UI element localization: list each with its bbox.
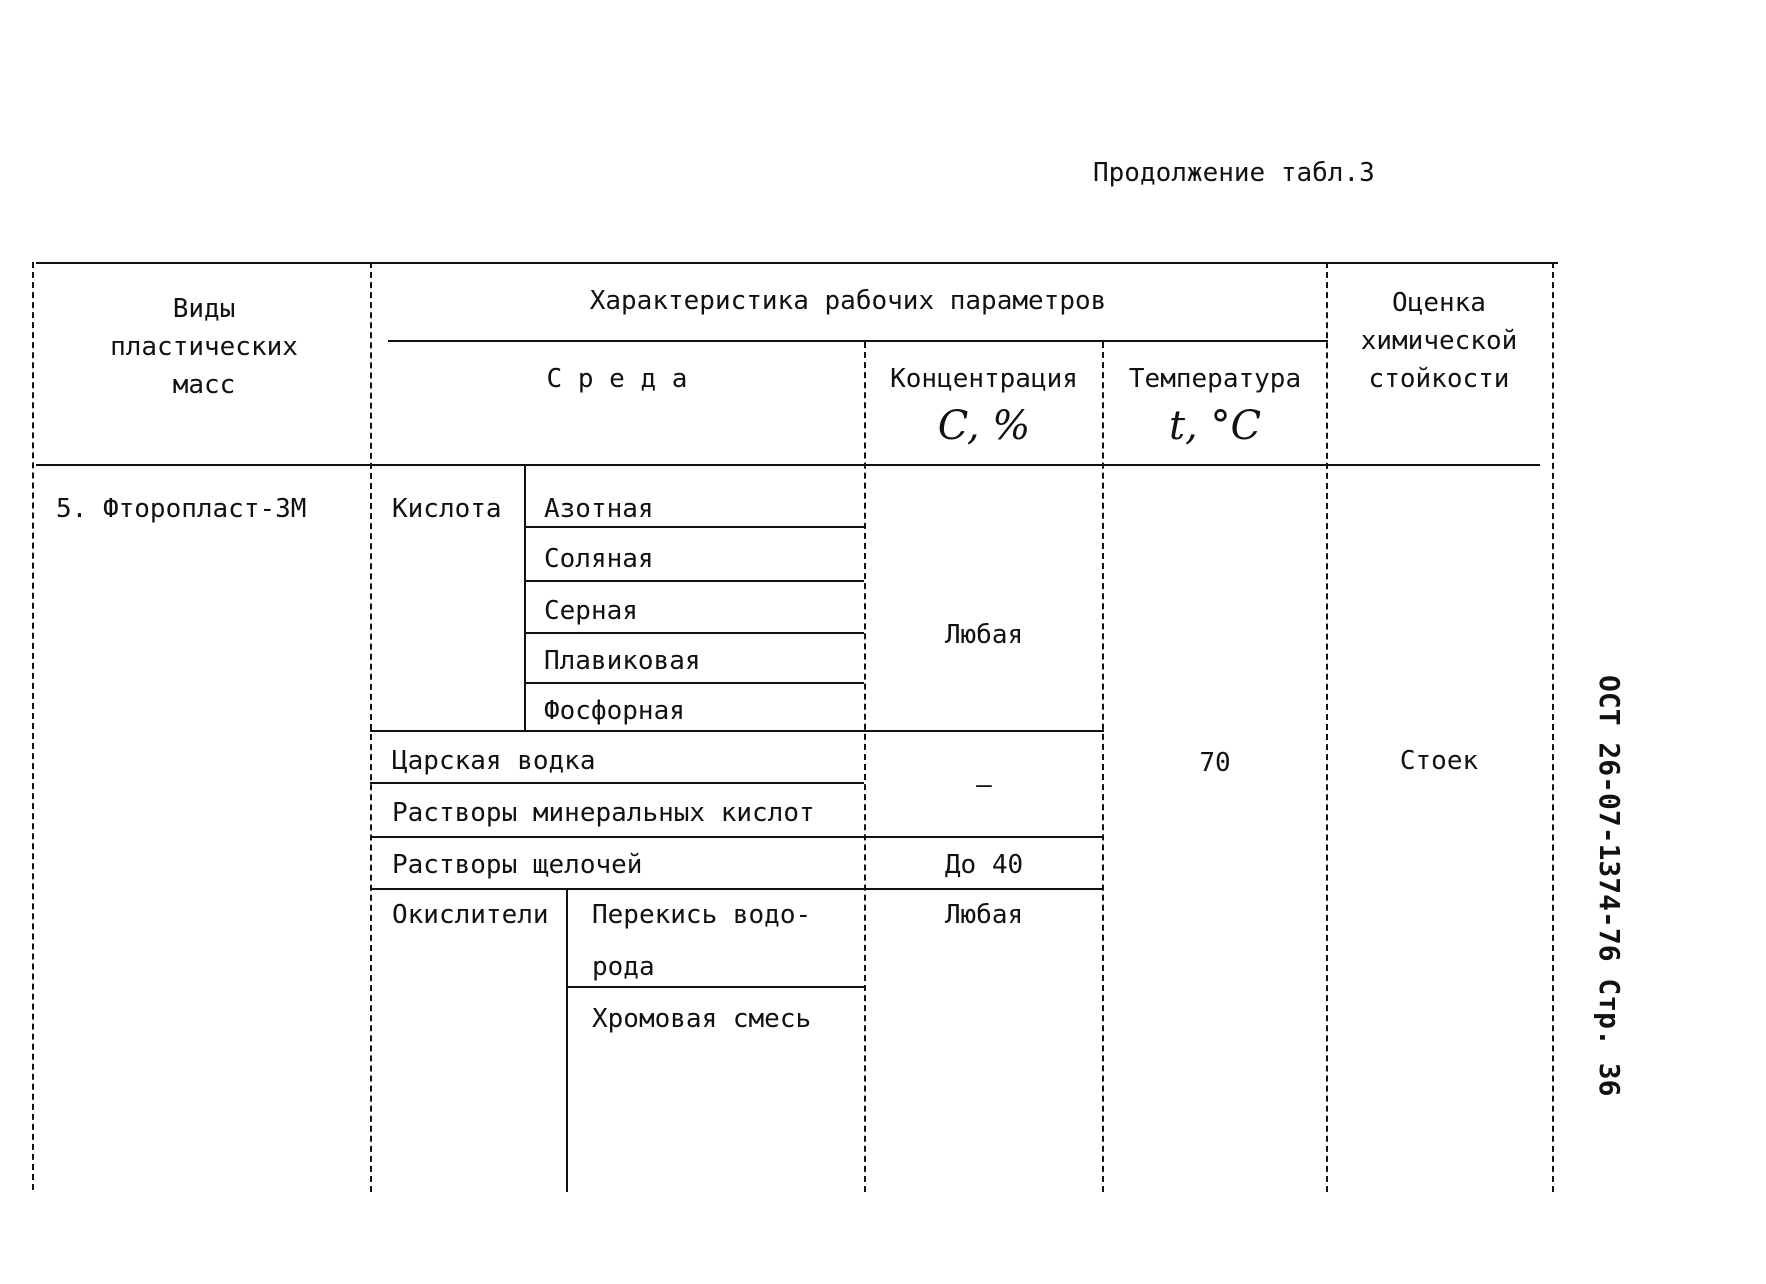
plastic-name: 5. Фторопласт-3М	[56, 494, 307, 524]
dash-concentration: —	[976, 770, 992, 800]
document-side-note: ОСТ 26-07-1374-76 Стр. 36	[1593, 675, 1626, 1097]
oxidizers-concentration: Любая	[944, 900, 1024, 930]
alkali-solutions: Растворы щелочей	[392, 850, 643, 880]
alkali-concentration: До 40	[944, 850, 1024, 880]
hydrogen-peroxide-line2: рода	[592, 952, 655, 982]
resistance-rating: Стоек	[1399, 746, 1479, 776]
aqua-regia: Царская водка	[392, 746, 596, 776]
temperature-value: 70	[1199, 748, 1231, 778]
header-working-params: Характеристика рабочих параметров	[589, 286, 1107, 316]
header-temperature-symbol: t, °C	[1168, 403, 1262, 449]
acid-sulfuric: Серная	[544, 596, 638, 626]
chromic-mixture: Хромовая смесь	[592, 1004, 812, 1034]
header-concentration: Концентрация	[890, 364, 1078, 394]
header-concentration-symbol: C, %	[937, 403, 1031, 449]
mineral-acid-solutions: Растворы минеральных кислот	[392, 798, 815, 828]
header-plastic-types: Виды пластических масс	[110, 294, 298, 400]
acid-hydrochloric: Соляная	[544, 544, 654, 574]
acid-hydrofluoric: Плавиковая	[544, 646, 701, 676]
acid-group-label: Кислота	[392, 494, 502, 524]
hydrogen-peroxide-line1: Перекись водо-	[592, 900, 812, 930]
acid-phosphoric: Фосфорная	[544, 696, 685, 726]
acid-nitric: Азотная	[544, 494, 654, 524]
header-temperature: Температура	[1128, 364, 1302, 394]
oxidizers-group-label: Окислители	[392, 900, 549, 930]
header-chemical-resistance: Оценка химической стойкости	[1360, 288, 1518, 394]
table-caption: Продолжение табл.3	[1093, 158, 1375, 188]
acids-concentration: Любая	[944, 620, 1024, 650]
header-medium: С р е д а	[546, 364, 688, 394]
